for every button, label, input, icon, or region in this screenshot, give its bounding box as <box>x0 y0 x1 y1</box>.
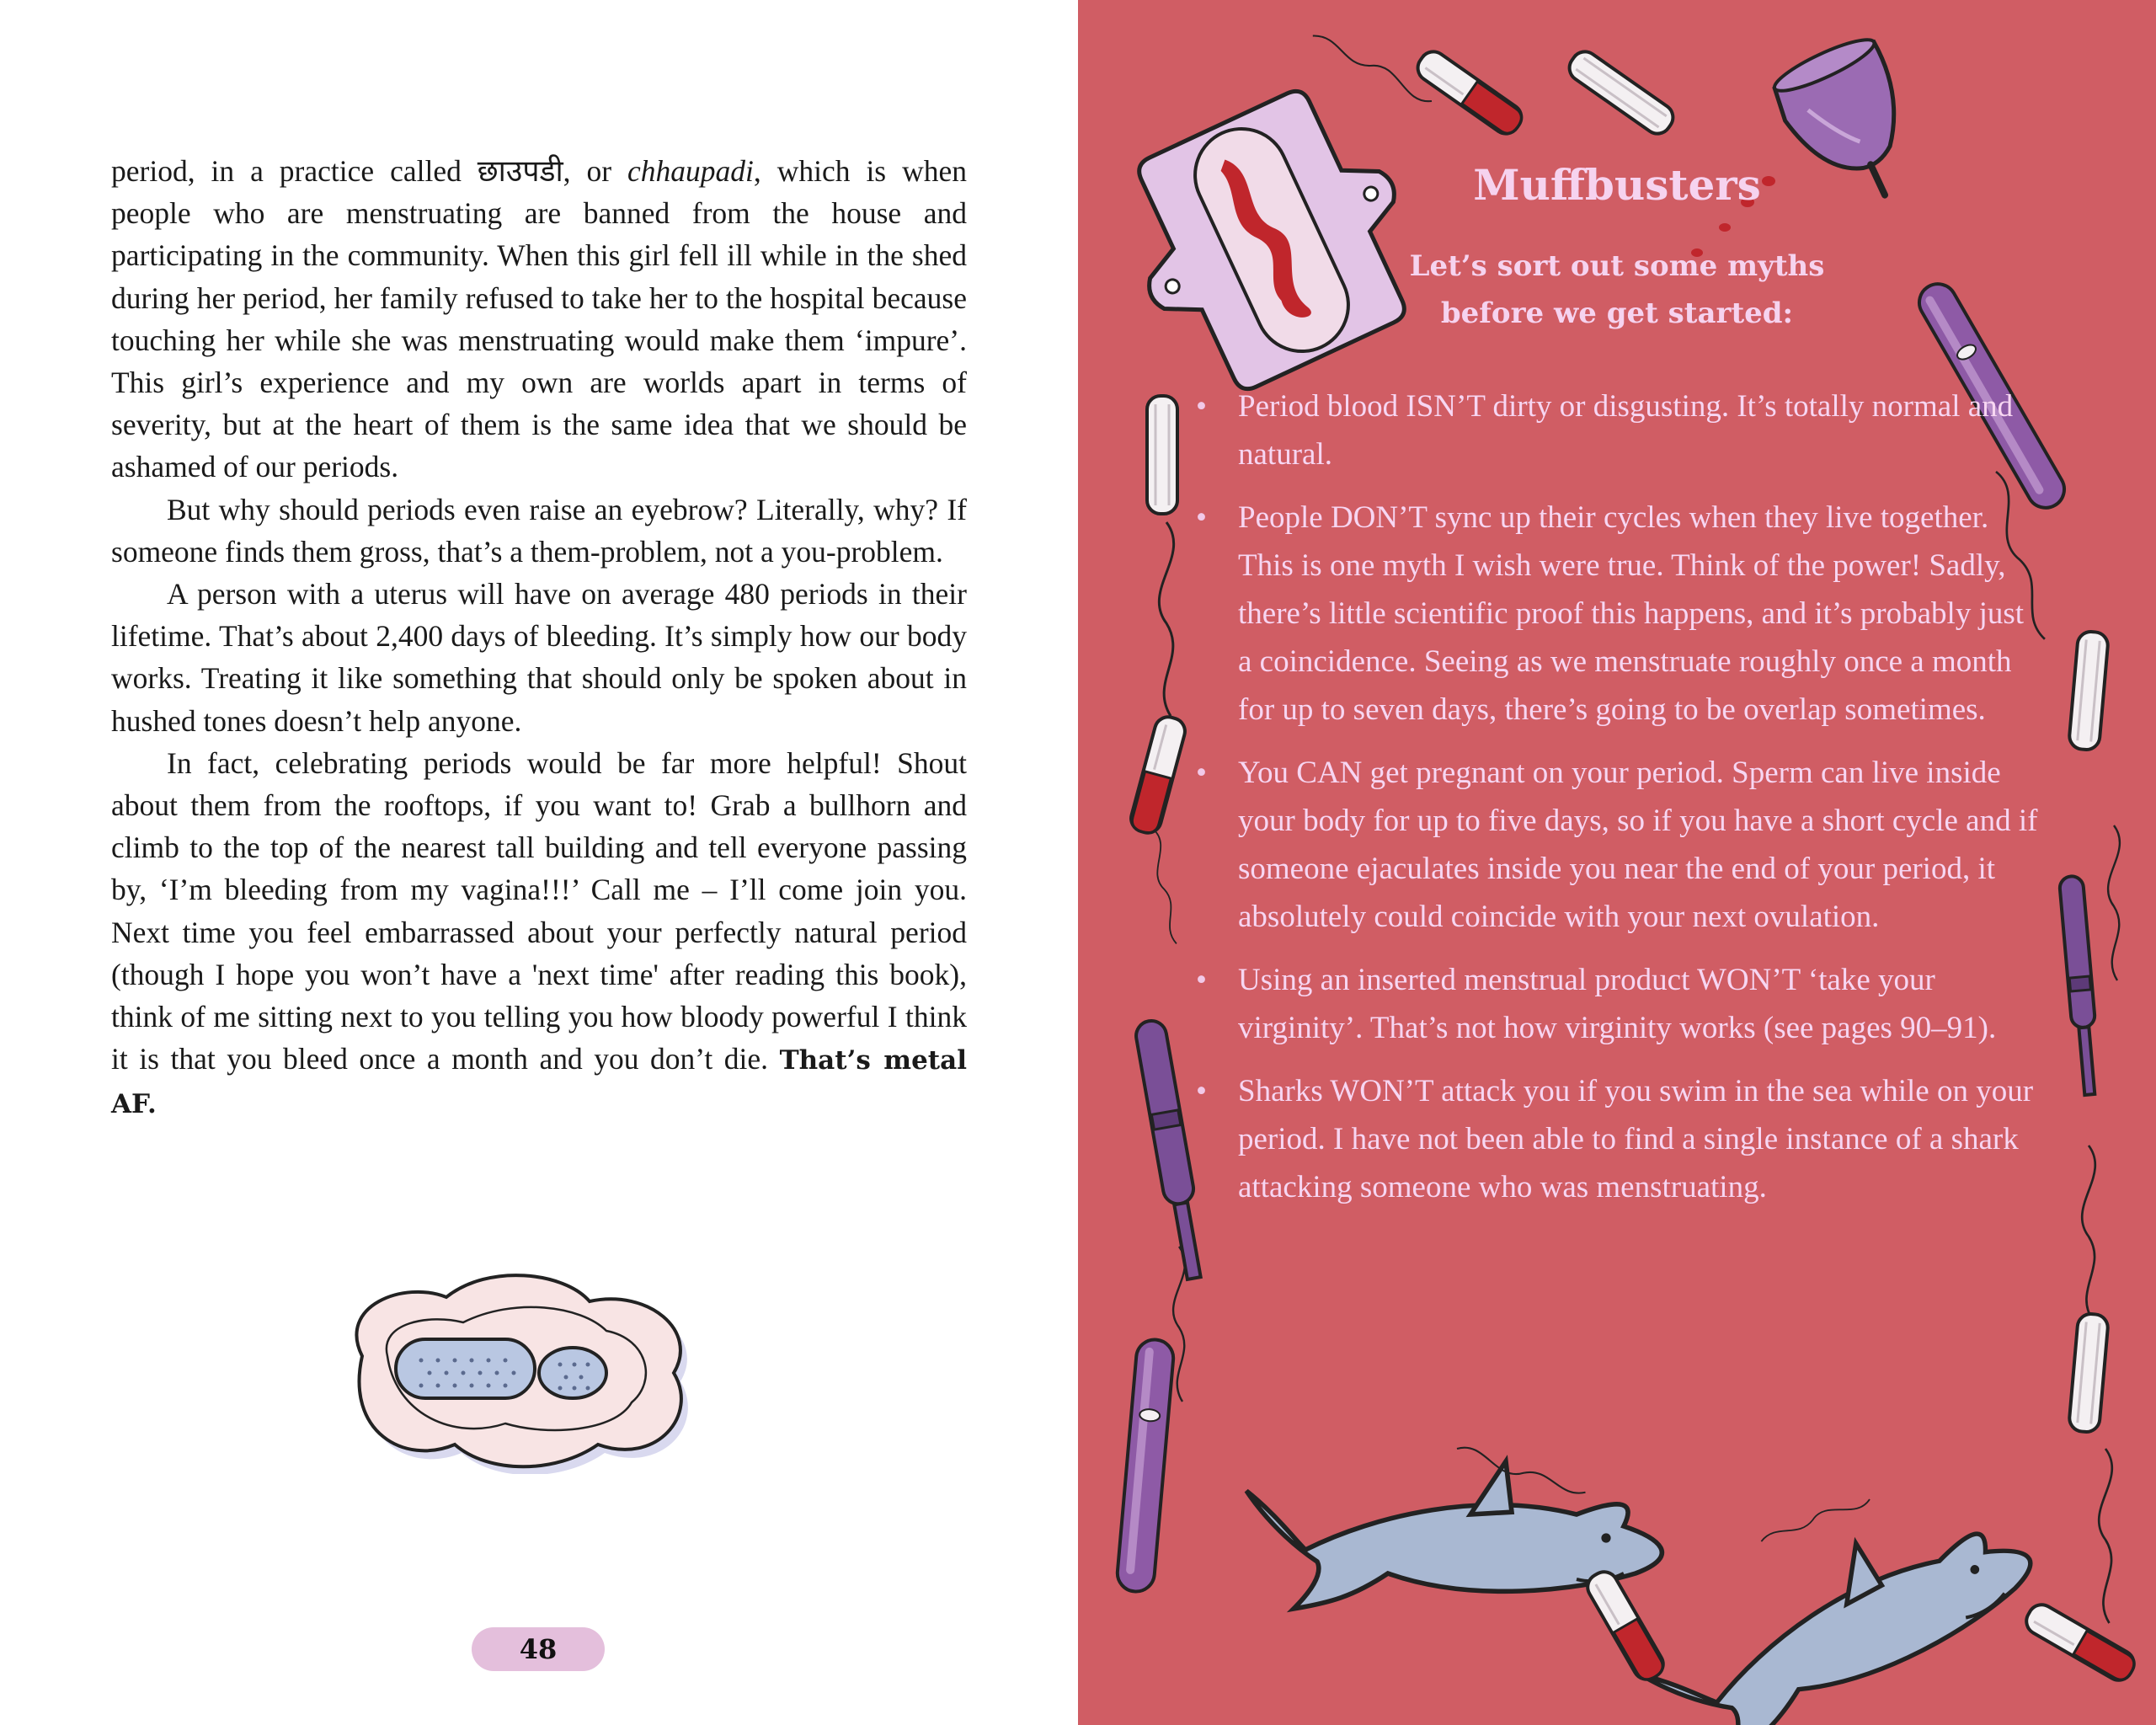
paragraph-1 <box>111 150 967 489</box>
applicator-tampon-icon <box>2059 875 2102 1095</box>
tampon-icon <box>2021 1599 2138 1685</box>
shark-icon <box>1630 1480 2052 1725</box>
menstrual-pad-icon <box>1098 69 1445 410</box>
bold-closing: That’s metal AF. <box>111 1045 967 1120</box>
tampon-icon <box>1412 46 1526 139</box>
subtitle-line-1: Let’s sort out some myths <box>1409 249 1825 283</box>
italic-term: chhaupadi <box>627 154 754 188</box>
sanitary-pad-icon <box>328 1255 699 1474</box>
paragraph-1-c: , which is when people who are menstruating are banned from the house and participating in the community. When this girl fell ill while in the shed during her period, her family refused to take her to the hospital because touching her while she was menstruating would make them ‘impure’. This girl’s experience and my own are worlds apart in terms of severity, but at the heart of them is the same idea that we should be ashamed of our periods. <box>111 154 967 484</box>
list-item: • Using an inserted menstrual product WON’T ‘take your virginity’. That’s not how virginity works (see pages 90–91). <box>1196 956 2038 1052</box>
tampon-icon <box>1582 1567 1668 1684</box>
list-item: • Sharks WON’T attack you if you swim in the sea while on your period. I have not been able to find a single instance of a shark attacking someone who was menstruating. <box>1196 1067 2038 1211</box>
paragraph-4 <box>111 742 967 1126</box>
list-item: • People DON’T sync up their cycles when they live together. This is one myth I wish were true. Think of the power! Sadly, there’s little scientific proof this happens, and it’s probably just a coincidence. Seeing as we menstruate roughly once a month for up to seven days, there’s going to be overlap sometimes. <box>1196 494 2038 734</box>
tampon-icon <box>1564 46 1678 139</box>
paragraph-3: A person with a uterus will have on average 480 periods in their lifetime. That’s about 2,400 days of bleeding. It’s simply how our body works. Treating it like something that should only be spoken about in hushed tones doesn’t help anyone. <box>111 577 967 738</box>
hindi-term: छाउपडी <box>477 154 563 188</box>
sidebar-title: Muffbusters <box>1473 160 1761 210</box>
body-text <box>111 150 967 1126</box>
tampon-icon <box>1128 714 1187 836</box>
applicator-tampon-icon <box>1116 1338 1175 1594</box>
paragraph-2: But why should periods even raise an eyebrow? Literally, why? If someone finds them gross, that’s a them-problem, not a you-problem. <box>111 492 967 569</box>
right-page <box>1078 0 2156 1725</box>
list-item: • You CAN get pregnant on your period. Sperm can live inside your body for up to five days, so if you have a short cycle and if someone ejaculates inside you near the end of your period, it absolutely could coincide with your next ovulation. <box>1196 749 2038 941</box>
paragraph-1-a: period, in a practice called <box>111 154 478 188</box>
subtitle-line-2: before we get started: <box>1440 296 1794 330</box>
tampon-icon <box>2068 1313 2109 1434</box>
myth-list <box>1196 382 2038 1226</box>
sidebar-subtitle <box>1331 243 1903 337</box>
tampon-icon <box>1147 396 1177 514</box>
page-number: 48 <box>472 1627 605 1671</box>
tampon-icon <box>2068 631 2109 751</box>
list-item: • Period blood ISN’T dirty or disgusting. It’s totally normal and natural. <box>1196 382 2038 478</box>
paragraph-1-b: , or <box>563 154 628 188</box>
paragraph-4-text: In fact, celebrating periods would be far more helpful! Shout about them from the rooftops, if you want to! Grab a bullhorn and climb to the top of the nearest tall building and tell everyone passing by, ‘I’m bleeding from my vagina!!!’ Call me – I’ll come join you. Next time you feel embarrassed about your perfectly natural period (though I hope you won’t have a 'next time' after reading this book), think of me sitting next to you telling you how bloody powerful I think it is that you bleed once a month and you don’t die. <box>111 745 967 1076</box>
